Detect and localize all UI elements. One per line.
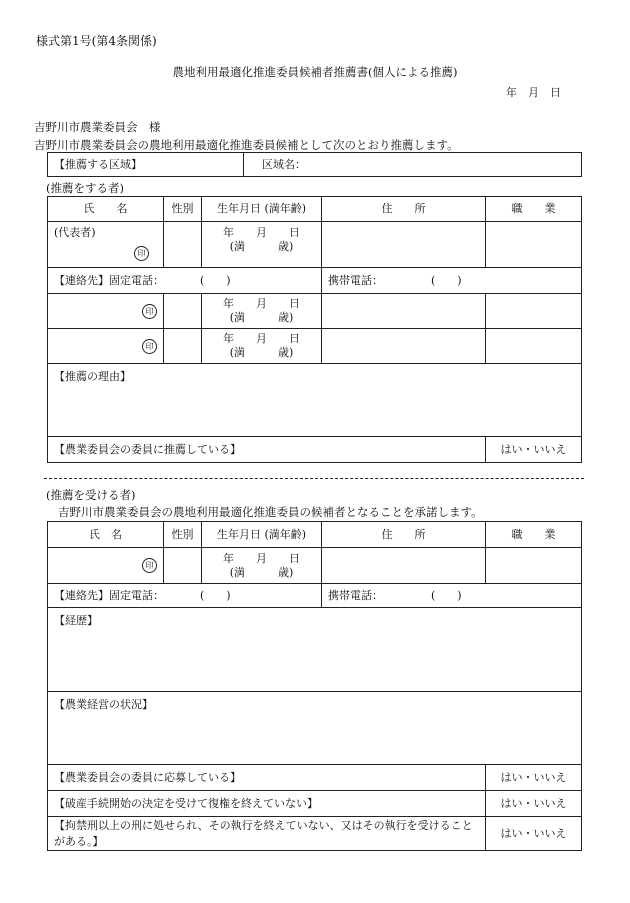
representative-label: (代表者) [54,226,96,239]
acceptance-text: 吉野川市農業委員会の農地利用最適化推進委員の候補者となることを承諾します。 [58,505,483,519]
representative-name-cell[interactable] [48,222,164,268]
contact-mobile[interactable]: 携帯電話： ( ) [322,584,582,608]
address-cell[interactable] [322,548,486,584]
gender-cell[interactable] [164,329,202,364]
job-cell[interactable] [486,329,582,364]
header-job: 職 業 [486,197,582,222]
header-address: 住 所 [322,197,486,222]
yes-no-option[interactable]: はい・いいえ [486,791,582,817]
birth-cell[interactable]: 年 月 日 (満 歳) [202,548,322,584]
gender-cell[interactable] [164,222,202,268]
recipient-heading: (推薦を受ける者) [46,488,136,502]
job-cell[interactable] [486,294,582,329]
yes-no-option[interactable]: はい・いいえ [486,765,582,791]
recipient-table [47,521,582,851]
address-cell[interactable] [322,294,486,329]
header-name: 氏 名 [48,197,164,222]
header-address: 住 所 [322,522,486,548]
member-name-cell[interactable] [48,329,164,364]
job-cell[interactable] [486,548,582,584]
recipient-name-cell[interactable] [48,548,164,584]
seal-icon: 印 [142,339,157,354]
area-name-field[interactable] [244,153,582,177]
header-gender: 性別 [164,197,202,222]
career-label: 【経歴】 [54,614,98,627]
header-gender: 性別 [164,522,202,548]
form-number: 様式第1号(第4条関係) [36,34,157,48]
recommended-question: 【農業委員会の委員に推薦している】 [48,437,486,463]
contact-mobile[interactable]: 携帯電話： ( ) [322,268,582,294]
intro-text: 吉野川市農業委員会の農地利用最適化推進委員候補として次のとおり推薦します。 [34,138,459,152]
seal-icon: 印 [134,246,149,261]
area-table [47,152,582,177]
question-bankruptcy: 【破産手続開始の決定を受けて復権を終えていない】 [48,791,486,817]
birth-cell[interactable]: 年 月 日 (満 歳) [202,329,322,364]
date-line: 年 月 日 [506,86,561,99]
farm-status-label: 【農業経営の状況】 [54,698,153,711]
reason-field[interactable] [48,364,582,437]
header-birth: 生年月日 (満年齢) [202,522,322,548]
contact-landline[interactable]: 【連絡先】固定電話： ( ) [48,584,322,608]
area-label: 【推薦する区域】 [48,153,244,177]
seal-icon: 印 [142,304,157,319]
address-cell[interactable] [322,222,486,268]
cut-line [44,478,584,479]
gender-cell[interactable] [164,548,202,584]
document-title: 農地利用最適化推進委員候補者推薦書(個人による推薦) [172,65,458,79]
address-cell[interactable] [322,329,486,364]
header-birth: 生年月日 (満年齢) [202,197,322,222]
seal-icon: 印 [142,558,157,573]
recommender-heading: (推薦をする者) [46,181,124,195]
recommender-table [47,196,582,463]
contact-landline[interactable]: 【連絡先】固定電話： ( ) [48,268,322,294]
job-cell[interactable] [486,222,582,268]
area-name-label: 区域名： [262,157,306,171]
addressee: 吉野川市農業委員会 様 [34,120,161,134]
birth-cell[interactable]: 年 月 日 (満 歳) [202,294,322,329]
header-name: 氏 名 [48,522,164,548]
member-name-cell[interactable] [48,294,164,329]
header-job: 職 業 [486,522,582,548]
question-criminal: 【拘禁刑以上の刑に処せられ、その執行を終えていない、又はその執行を受けることがある。】 [48,817,486,851]
gender-cell[interactable] [164,294,202,329]
yes-no-option[interactable]: はい・いいえ [486,437,582,463]
birth-cell[interactable]: 年 月 日 (満 歳) [202,222,322,268]
reason-label: 【推薦の理由】 [54,370,131,383]
career-field[interactable] [48,608,582,692]
question-applied: 【農業委員会の委員に応募している】 [48,765,486,791]
farm-status-field[interactable] [48,692,582,765]
yes-no-option[interactable]: はい・いいえ [486,817,582,851]
